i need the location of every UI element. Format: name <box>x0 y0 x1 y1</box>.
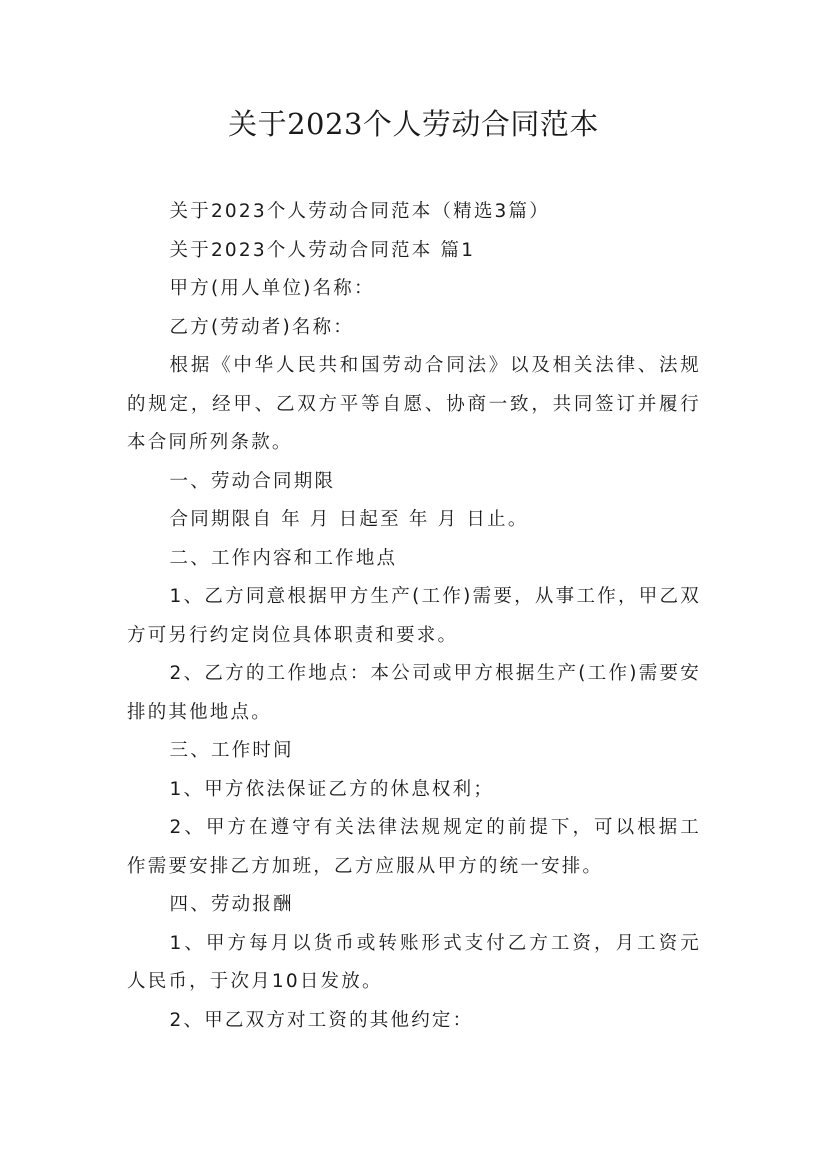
work-content-clause-2: 2、乙方的工作地点：本公司或甲方根据生产(工作)需要安排的其他地点。 <box>127 663 701 723</box>
working-hours-clause-2: 2、甲方在遵守有关法律法规规定的前提下，可以根据工作需要安排乙方加班，乙方应服从甲方的统一安排。 <box>127 817 701 877</box>
heading-work-content: 二、工作内容和工作地点 <box>169 547 398 569</box>
work-content-clause-1: 1、乙方同意根据甲方生产(工作)需要，从事工作，甲乙双方可另行约定岗位具体职责和要求。 <box>127 586 701 646</box>
document-body <box>127 193 701 1040</box>
working-hours-clause-1: 1、甲方依法保证乙方的休息权利； <box>169 778 495 800</box>
party-b-name-line: 乙方(劳动者)名称： <box>169 316 354 338</box>
remuneration-clause-1: 1、甲方每月以货币或转账形式支付乙方工资，月工资元人民币，于次月10日发放。 <box>127 932 701 992</box>
section-heading-article-1: 关于2023个人劳动合同范本 篇1 <box>169 239 476 261</box>
heading-contract-term: 一、劳动合同期限 <box>169 470 336 492</box>
preamble-paragraph: 根据《中华人民共和国劳动合同法》以及相关法律、法规的规定，经甲、乙双方平等自愿、协商一致，共同签订并履行本合同所列条款。 <box>127 355 701 453</box>
contract-term-paragraph: 合同期限自 年 月 日起至 年 月 日止。 <box>169 509 529 530</box>
heading-remuneration: 四、劳动报酬 <box>169 894 294 915</box>
heading-working-hours: 三、工作时间 <box>169 740 294 761</box>
subtitle-paragraph: 关于2023个人劳动合同范本（精选3篇） <box>169 201 550 222</box>
remuneration-clause-2: 2、甲乙双方对工资的其他约定： <box>169 1009 474 1031</box>
party-a-name-line: 甲方(用人单位)名称： <box>169 278 375 299</box>
document-title: 关于2023个人劳动合同范本 <box>228 107 599 141</box>
